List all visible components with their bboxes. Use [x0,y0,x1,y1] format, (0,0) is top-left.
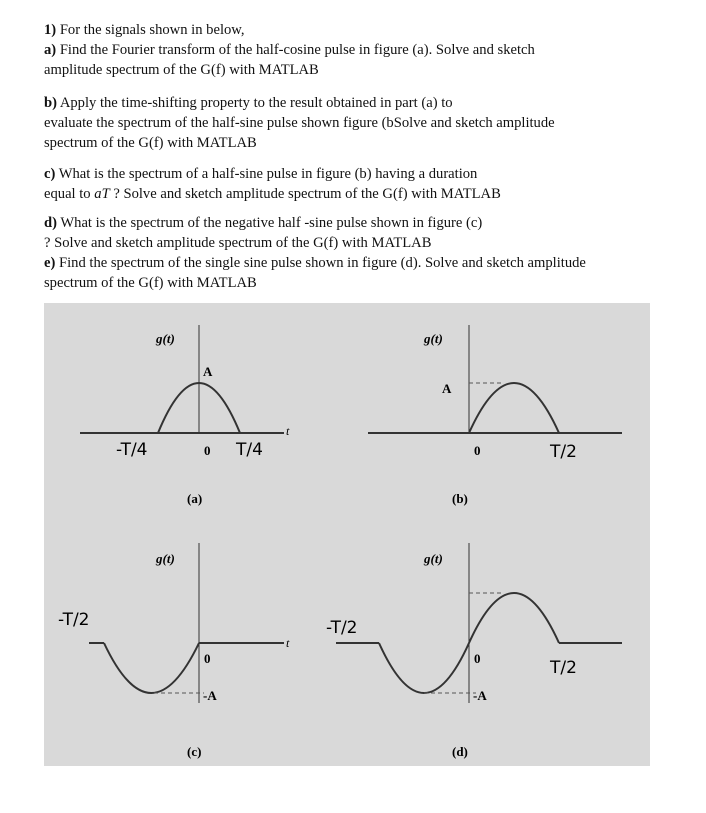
part-d-line-1 [44,213,684,233]
panel-c-xlabel: t [286,636,290,650]
panel-a-ylabel: g(t) [156,331,175,346]
panel-c-ylabel: g(t) [156,551,175,566]
panel-a-caption: (a) [187,491,203,506]
part-e-label: e) [44,255,56,271]
duration-math: aT [94,186,110,202]
part-b-text-1: Apply the time-shifting property to the result obtained in part (a) to [56,95,453,111]
part-c-label: c) [44,166,56,182]
part-a-text-1: Find the Fourier transform of the half-cosine pulse in figure (a). Solve and sketch [56,42,535,58]
part-e-line-1 [44,253,684,273]
panel-d-amplitude-label: -A [473,688,487,703]
panel-d-tick-left: -T/2 [326,618,358,638]
panel-d-caption: (d) [452,744,468,759]
question-number: 1) [44,22,57,38]
part-e-text-1: Find the spectrum of the single sine pulse shown in figure (d). Solve and sketch amplitude [55,255,586,271]
part-a-label: a) [44,42,57,58]
signals-figure-svg [44,303,650,766]
panel-d-ylabel: g(t) [424,551,443,566]
question-part-c [44,164,684,204]
part-a-line-2: amplitude spectrum of the G(f) with MATLAB [44,62,319,78]
signals-figure [44,303,650,766]
part-e-line-2: spectrum of the G(f) with MATLAB [44,275,257,291]
part-b-label: b) [44,95,57,111]
part-d-line-2: ? Solve and sketch amplitude spectrum of the G(f) with MATLAB [44,235,432,251]
figure-background [44,303,650,766]
part-c-text-2b: ? Solve and sketch amplitude spectrum of the G(f) with MATLAB [109,186,501,202]
question-part-a [44,20,684,80]
intro-line [44,20,684,40]
panel-a-tick-left: -T/4 [116,440,148,460]
part-b-line-1 [44,93,684,113]
panel-a-tick-right: T/4 [236,440,263,460]
question-part-b [44,93,684,153]
part-c-text-1: What is the spectrum of a half-sine pulse in figure (b) having a duration [55,166,478,182]
part-c-line-2 [44,184,684,204]
part-c-line-1 [44,164,684,184]
intro-text: For the signals shown in below, [56,22,245,38]
part-d-label: d) [44,215,57,231]
panel-d-tick-right: T/2 [550,658,577,678]
panel-a-amplitude-label: A [203,364,213,379]
question-part-d-e [44,213,684,293]
panel-c-tick-left: -T/2 [58,610,90,630]
panel-b-zero: 0 [474,443,481,458]
part-a-line-1 [44,40,684,60]
part-c-text-2a: equal to [44,186,95,202]
panel-c-amplitude-label: -A [203,688,217,703]
panel-a-xlabel: t [286,424,290,438]
panel-a-zero: 0 [204,443,211,458]
panel-b-caption: (b) [452,491,468,506]
panel-c-caption: (c) [187,744,202,759]
part-b-line-2: evaluate the spectrum of the half-sine pulse shown figure (bSolve and sketch amplitude [44,115,555,131]
panel-c-zero: 0 [204,651,211,666]
panel-b-tick-right: T/2 [550,442,577,462]
part-d-text-1: What is the spectrum of the negative half -sine pulse shown in figure (c) [56,215,483,231]
panel-b-amplitude-label: A [442,381,452,396]
part-b-line-3: spectrum of the G(f) with MATLAB [44,135,257,151]
panel-b-ylabel: g(t) [424,331,443,346]
panel-d-zero: 0 [474,651,481,666]
